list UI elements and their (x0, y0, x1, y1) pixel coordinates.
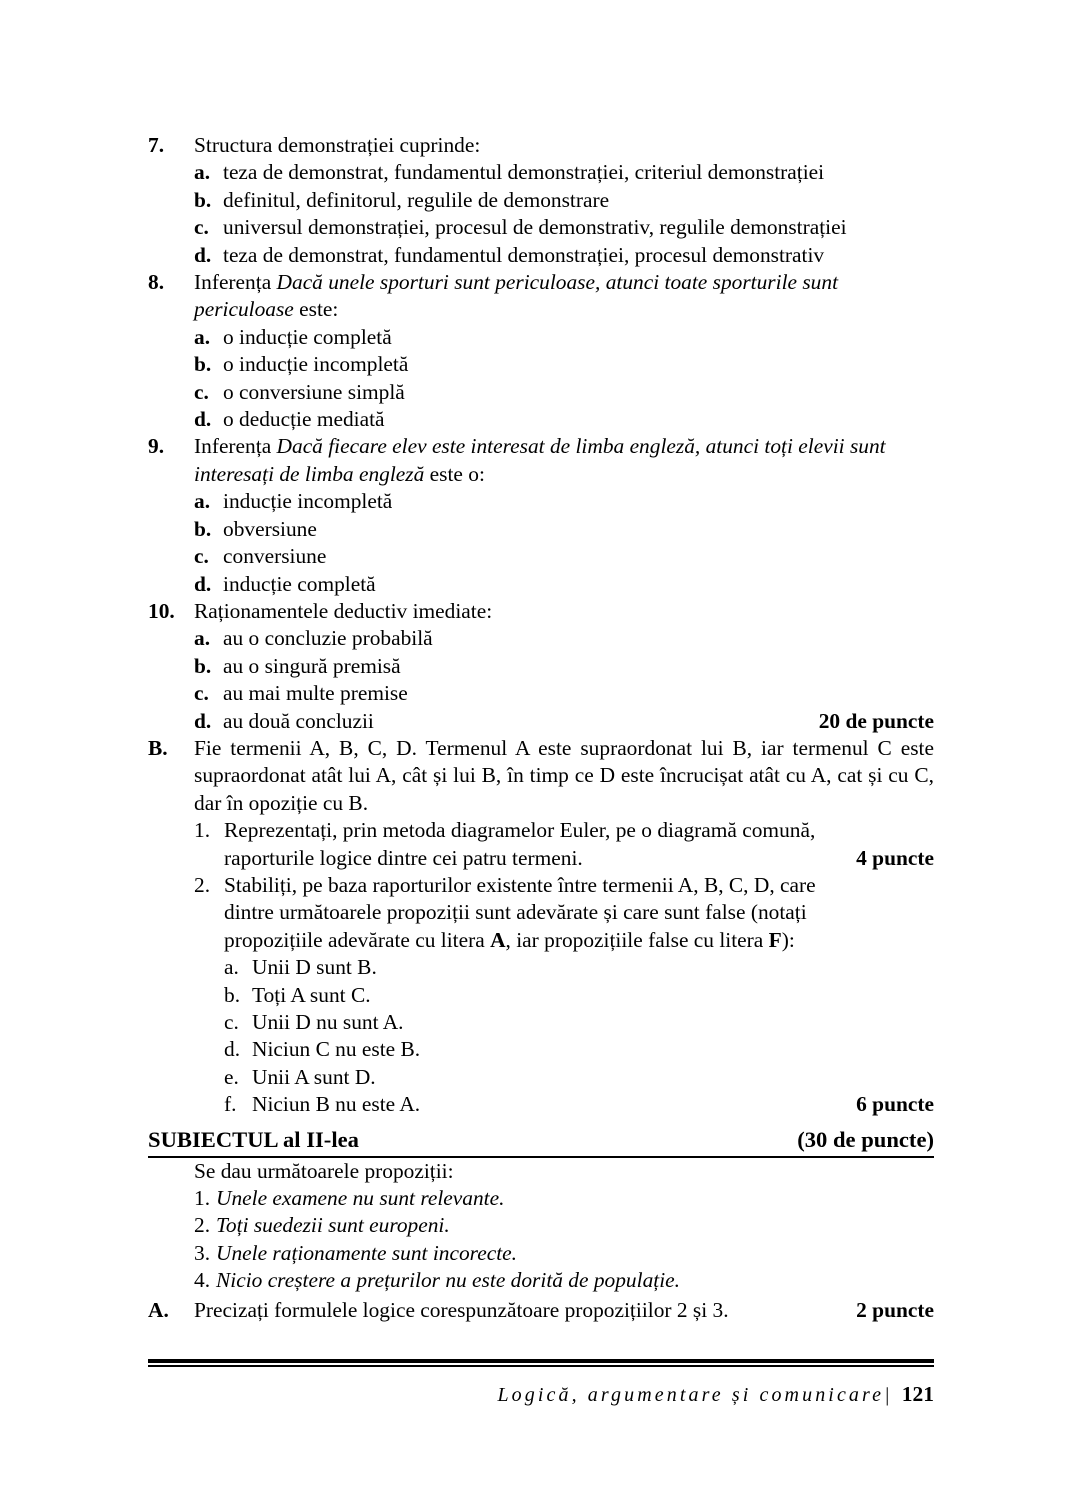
question-10-stem (194, 598, 934, 625)
question-9-number: 9. (148, 434, 165, 459)
option-label: au mai multe premise (223, 681, 408, 706)
option-letter: c. (194, 681, 209, 706)
subject-2-proposition-2 (194, 1212, 934, 1239)
question-7-number: 7. (148, 133, 165, 157)
question-9-option-c[interactable] (148, 543, 934, 570)
section-b (148, 735, 934, 1119)
section-b-proposition-b[interactable] (148, 982, 934, 1009)
footer-page-number: 121 (901, 1381, 934, 1406)
footer-text (148, 1381, 934, 1408)
subject-2-proposition-1 (194, 1185, 934, 1212)
section-b-item-1 (148, 817, 934, 872)
option-text-wrap (223, 406, 934, 433)
option-label: teza de demonstrat, fundamentul demonstrației, criteriul demonstrației (223, 160, 825, 185)
line3-part-a: propozițiile adevărate cu litera (224, 927, 491, 952)
proposition-letter: c. (224, 1010, 239, 1034)
proposition-text-wrap (252, 1091, 934, 1118)
question-10-options (148, 625, 934, 735)
option-text-wrap (223, 488, 934, 515)
footer-book-title: Logică, argumentare și comunicare| (497, 1383, 893, 1406)
section-b-item-1-number: 1. (194, 818, 211, 843)
option-letter: b. (194, 653, 212, 678)
option-label: teza de demonstrat, fundamentul demonstrației, procesul demonstrativ (223, 242, 825, 267)
question-10-number: 10. (148, 598, 175, 623)
page-content (148, 132, 934, 1324)
proposition-label: Unii D nu sunt A. (252, 1010, 404, 1034)
option-text-wrap (223, 324, 934, 351)
question-8-stem-italic: Dacă unele sporturi sunt periculoase, atunci toate sporturile sunt periculoase (194, 270, 839, 322)
option-letter: a. (194, 160, 211, 185)
subject-2-heading (148, 1125, 934, 1158)
line3-part-c: ): (781, 927, 795, 952)
points-badge-20: 20 de puncte (818, 708, 934, 733)
option-label: inducție incompletă (223, 489, 393, 514)
proposition-statement: Unele examene nu sunt relevante. (216, 1186, 505, 1211)
section-b-item-2-number: 2. (194, 872, 211, 897)
proposition-number: 3. (194, 1240, 211, 1265)
option-label: conversiune (223, 544, 327, 569)
question-7-stem-row (148, 132, 934, 159)
option-letter: b. (194, 352, 212, 377)
section-b-label: B. (148, 735, 168, 760)
option-text-wrap (223, 159, 934, 186)
question-7 (148, 132, 934, 269)
proposition-label: Unii A sunt D. (252, 1064, 376, 1089)
question-7-stem-text: Structura demonstrației cuprinde: (194, 133, 481, 157)
section-b-item-1-body (224, 817, 934, 872)
question-9-option-a[interactable] (148, 488, 934, 515)
option-letter: a. (194, 626, 211, 651)
question-9-stem-italic: Dacă fiecare elev este interesat de limba engleză, atunci toți elevii sunt interesați de limba engleză (194, 434, 886, 486)
proposition-number: 4. (194, 1268, 211, 1293)
subject-2-proposition-list (148, 1185, 934, 1295)
option-label: definitul, definitorul, regulile de demonstrare (223, 187, 610, 212)
option-text-wrap (223, 680, 934, 707)
question-9-stem-tail: este o: (424, 461, 485, 486)
question-8-options (148, 324, 934, 434)
subject-2-points: (30 de puncte) (797, 1126, 934, 1152)
option-text-wrap (223, 242, 934, 269)
option-letter: b. (194, 516, 212, 541)
option-text-wrap (223, 187, 934, 214)
question-10-stem-row (148, 598, 934, 625)
option-text-wrap (223, 653, 934, 680)
question-10-option-a[interactable] (148, 625, 934, 652)
proposition-text-wrap (252, 1064, 934, 1091)
question-8-number: 8. (148, 270, 165, 295)
option-text-wrap (223, 625, 934, 652)
section-b-proposition-c[interactable] (148, 1009, 934, 1036)
footer-rule-thin (148, 1365, 934, 1367)
option-letter: d. (194, 407, 212, 432)
question-7-option-c[interactable] (148, 214, 934, 241)
section-b-proposition-e[interactable] (148, 1064, 934, 1091)
question-7-option-d[interactable] (148, 242, 934, 269)
proposition-letter: a. (224, 955, 239, 980)
proposition-text-wrap (252, 954, 934, 981)
section-b-intro: Fie termenii A, B, C, D. Termenul A este supraordonat lui B, iar termenul C este supraordonat atât lui A, cât și lui B, în timp ce D este încrucișat atât cu A, cat și cu C, dar în opoziție cu B. (194, 735, 934, 815)
question-7-stem (194, 132, 934, 159)
proposition-label: Toți A sunt C. (252, 982, 371, 1007)
proposition-letter: b. (224, 982, 241, 1007)
question-10-option-b[interactable] (148, 653, 934, 680)
question-10 (148, 598, 934, 735)
option-letter: c. (194, 379, 209, 404)
section-b-item-2 (148, 872, 934, 954)
section-b-item-2-line1: Stabiliți, pe baza raporturilor existente între termenii A, B, C, D, care (224, 872, 816, 897)
option-text-wrap (223, 379, 934, 406)
question-7-option-b[interactable] (148, 187, 934, 214)
option-letter: c. (194, 215, 209, 240)
question-9-options (148, 488, 934, 598)
subject-2-task-a-label: A. (148, 1297, 169, 1322)
points-badge-6: 6 puncte (856, 1092, 934, 1117)
option-text-wrap (223, 708, 934, 735)
question-10-stem-text: Raționamentele deductiv imediate: (194, 598, 493, 623)
points-badge-2: 2 puncte (856, 1297, 934, 1322)
proposition-statement: Unele raționamente sunt incorecte. (216, 1240, 517, 1265)
proposition-text-wrap (252, 982, 934, 1009)
question-8-option-b[interactable] (148, 351, 934, 378)
proposition-number: 1. (194, 1186, 211, 1211)
proposition-statement: Nicio creștere a prețurilor nu este dorită de populație. (216, 1268, 680, 1293)
question-8-stem-tail: este: (293, 297, 339, 322)
question-10-option-d[interactable] (148, 708, 934, 735)
question-9-stem-row (148, 433, 934, 488)
option-label: obversiune (223, 516, 317, 541)
option-label: au o concluzie probabilă (223, 626, 433, 651)
question-7-option-a[interactable] (148, 159, 934, 186)
points-badge-4: 4 puncte (856, 845, 934, 870)
question-9-stem-lead: Inferența (194, 434, 277, 459)
question-8-stem-row (148, 269, 934, 324)
option-letter: d. (194, 708, 212, 733)
subject-2-title: SUBIECTUL al II-lea (148, 1126, 359, 1152)
page-footer (148, 1359, 934, 1408)
question-9-option-d[interactable] (148, 571, 934, 598)
question-10-option-c[interactable] (148, 680, 934, 707)
proposition-label: Unii D sunt B. (252, 955, 377, 980)
option-letter: a. (194, 489, 211, 514)
proposition-letter: f. (224, 1092, 237, 1117)
proposition-letter: d. (224, 1037, 241, 1062)
proposition-letter: e. (224, 1064, 239, 1089)
question-8-stem (194, 269, 934, 324)
section-b-proposition-a[interactable] (148, 954, 934, 981)
option-label: o deducție mediată (223, 407, 385, 432)
section-b-item-1-line2: raporturile logice dintre cei patru termeni. (224, 845, 583, 870)
section-b-item-1-lastline (224, 845, 934, 872)
question-9-option-b[interactable] (148, 516, 934, 543)
section-b-item-2-line3 (224, 927, 934, 954)
question-8-option-d[interactable] (148, 406, 934, 433)
proposition-label: Niciun C nu este B. (252, 1037, 421, 1062)
letter-true-marker: A (490, 927, 506, 952)
option-letter: a. (194, 324, 211, 349)
subject-2-lead: Se dau următoarele propoziții: (194, 1158, 454, 1183)
option-letter: c. (194, 544, 209, 569)
section-b-item-2-line2: dintre următoarele propoziții sunt adevărate și care sunt false (notați (224, 900, 807, 925)
subject-2-proposition-3 (194, 1240, 934, 1267)
proposition-text-wrap (252, 1036, 934, 1063)
section-b-intro-row (148, 735, 934, 817)
question-9-stem (194, 433, 934, 488)
option-label: o inducție completă (223, 324, 392, 349)
section-b-item-1-line1: Reprezentați, prin metoda diagramelor Euler, pe o diagramă comună, (224, 818, 816, 843)
proposition-number: 2. (194, 1213, 211, 1238)
option-letter: d. (194, 242, 212, 267)
question-9 (148, 433, 934, 597)
option-label: au două concluzii (223, 708, 374, 733)
proposition-statement: Toți suedezii sunt europeni. (216, 1213, 450, 1238)
option-letter: b. (194, 187, 212, 212)
option-text-wrap (223, 516, 934, 543)
subject-2-task-a-body (194, 1297, 934, 1324)
question-8-option-a[interactable] (148, 324, 934, 351)
question-8-option-c[interactable] (148, 379, 934, 406)
question-8 (148, 269, 934, 433)
option-label: o conversiune simplă (223, 379, 405, 404)
option-label: o inducție incompletă (223, 352, 409, 377)
letter-false-marker: F (768, 927, 782, 952)
question-7-options (148, 159, 934, 269)
subject-2-proposition-4 (194, 1267, 934, 1294)
option-text-wrap (223, 543, 934, 570)
section-b-proposition-f[interactable] (148, 1091, 934, 1118)
proposition-text-wrap (252, 1009, 934, 1036)
option-label: au o singură premisă (223, 653, 401, 678)
section-b-proposition-d[interactable] (148, 1036, 934, 1063)
option-letter: d. (194, 571, 212, 596)
question-8-stem-lead: Inferența (194, 270, 277, 295)
section-b-item-2-body (224, 872, 934, 954)
subject-2-task-a-text: Precizați formulele logice corespunzătoare propozițiilor 2 și 3. (194, 1297, 729, 1322)
option-text-wrap (223, 351, 934, 378)
option-text-wrap (223, 571, 934, 598)
option-label: universul demonstrației, procesul de demonstrativ, regulile demonstrației (223, 215, 847, 240)
line3-part-b: , iar propozițiile false cu litera (505, 927, 769, 952)
subject-2-task-a (148, 1297, 934, 1324)
option-text-wrap (223, 214, 934, 241)
option-label: inducție completă (223, 571, 376, 596)
proposition-label: Niciun B nu este A. (252, 1092, 421, 1117)
